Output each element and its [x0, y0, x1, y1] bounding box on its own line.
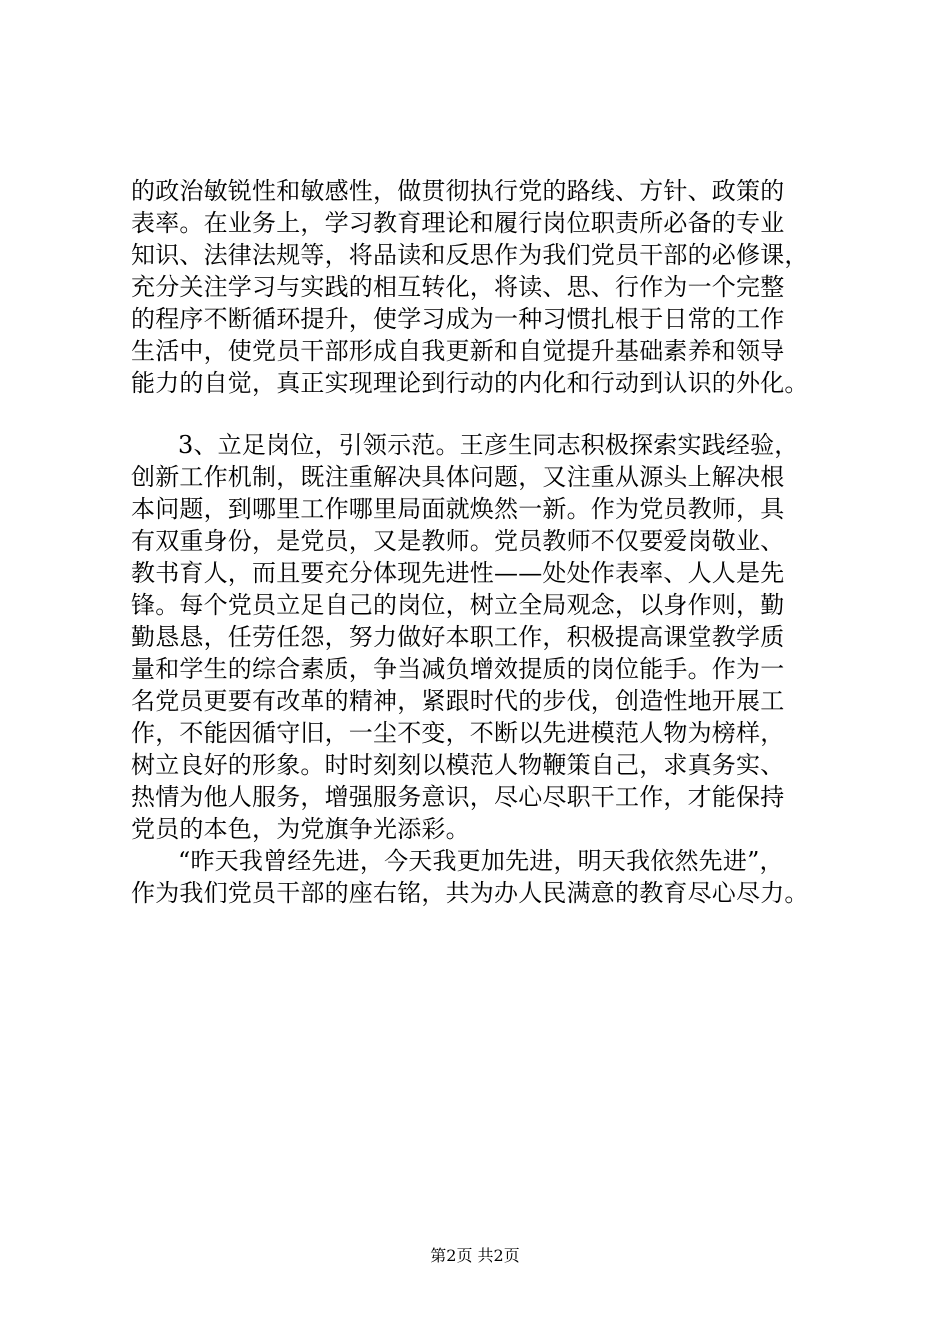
paragraph-line: 充分关注学习与实践的相互转化，将读、思、行作为一个完整: [131, 273, 785, 301]
paragraph-line: 作为我们党员干部的座右铭，共为办人民满意的教育尽心尽力。: [131, 879, 809, 907]
paragraph-line: 名党员更要有改革的精神，紧跟时代的步伐，创造性地开展工: [131, 687, 785, 715]
paragraph-line: “昨天我曾经先进，今天我更加先进，明天我依然先进”，: [178, 847, 784, 875]
paragraph-line: 作，不能因循守旧，一尘不变，不断以先进模范人物为榜样，: [131, 719, 785, 747]
paragraph-line: 树立良好的形象。时时刻刻以模范人物鞭策自己，求真务实、: [131, 751, 785, 779]
paragraph-line: 勤恳恳，任劳任怨，努力做好本职工作，积极提高课堂教学质: [131, 623, 785, 651]
paragraph-line: 有双重身份，是党员，又是教师。党员教师不仅要爱岗敬业、: [131, 527, 785, 555]
paragraph-line: 的政治敏锐性和敏感性，做贯彻执行党的路线、方针、政策的: [131, 177, 785, 205]
paragraph-line: 的程序不断循环提升，使学习成为一种习惯扎根于日常的工作: [131, 305, 785, 333]
paragraph-line: 知识、法律法规等，将品读和反思作为我们党员干部的必修课，: [131, 241, 809, 269]
paragraph-line: 党员的本色，为党旗争光添彩。: [131, 815, 470, 843]
paragraph-line: 量和学生的综合素质，争当减负增效提质的岗位能手。作为一: [131, 655, 785, 683]
paragraph-line: 能力的自觉，真正实现理论到行动的内化和行动到认识的外化。: [131, 369, 809, 397]
paragraph-line: 教书育人，而且要充分体现先进性——处处作表率、人人是先: [131, 559, 785, 587]
page-number: 第2页 共2页: [430, 1246, 520, 1265]
paragraph-line: 生活中，使党员干部形成自我更新和自觉提升基础素养和领导: [131, 337, 785, 365]
paragraph-line: 创新工作机制，既注重解决具体问题，又注重从源头上解决根: [131, 463, 785, 491]
paragraph-line: 热情为他人服务，增强服务意识，尽心尽职干工作，才能保持: [131, 783, 785, 811]
paragraph-line: 3、立足岗位，引领示范。王彦生同志积极探索实践经验，: [178, 431, 799, 459]
paragraph-line: 本问题，到哪里工作哪里局面就焕然一新。作为党员教师，具: [131, 495, 785, 523]
paragraph-line: 锋。每个党员立足自己的岗位，树立全局观念，以身作则，勤: [131, 591, 785, 619]
paragraph-line: 表率。在业务上，学习教育理论和履行岗位职责所必备的专业: [131, 209, 785, 237]
